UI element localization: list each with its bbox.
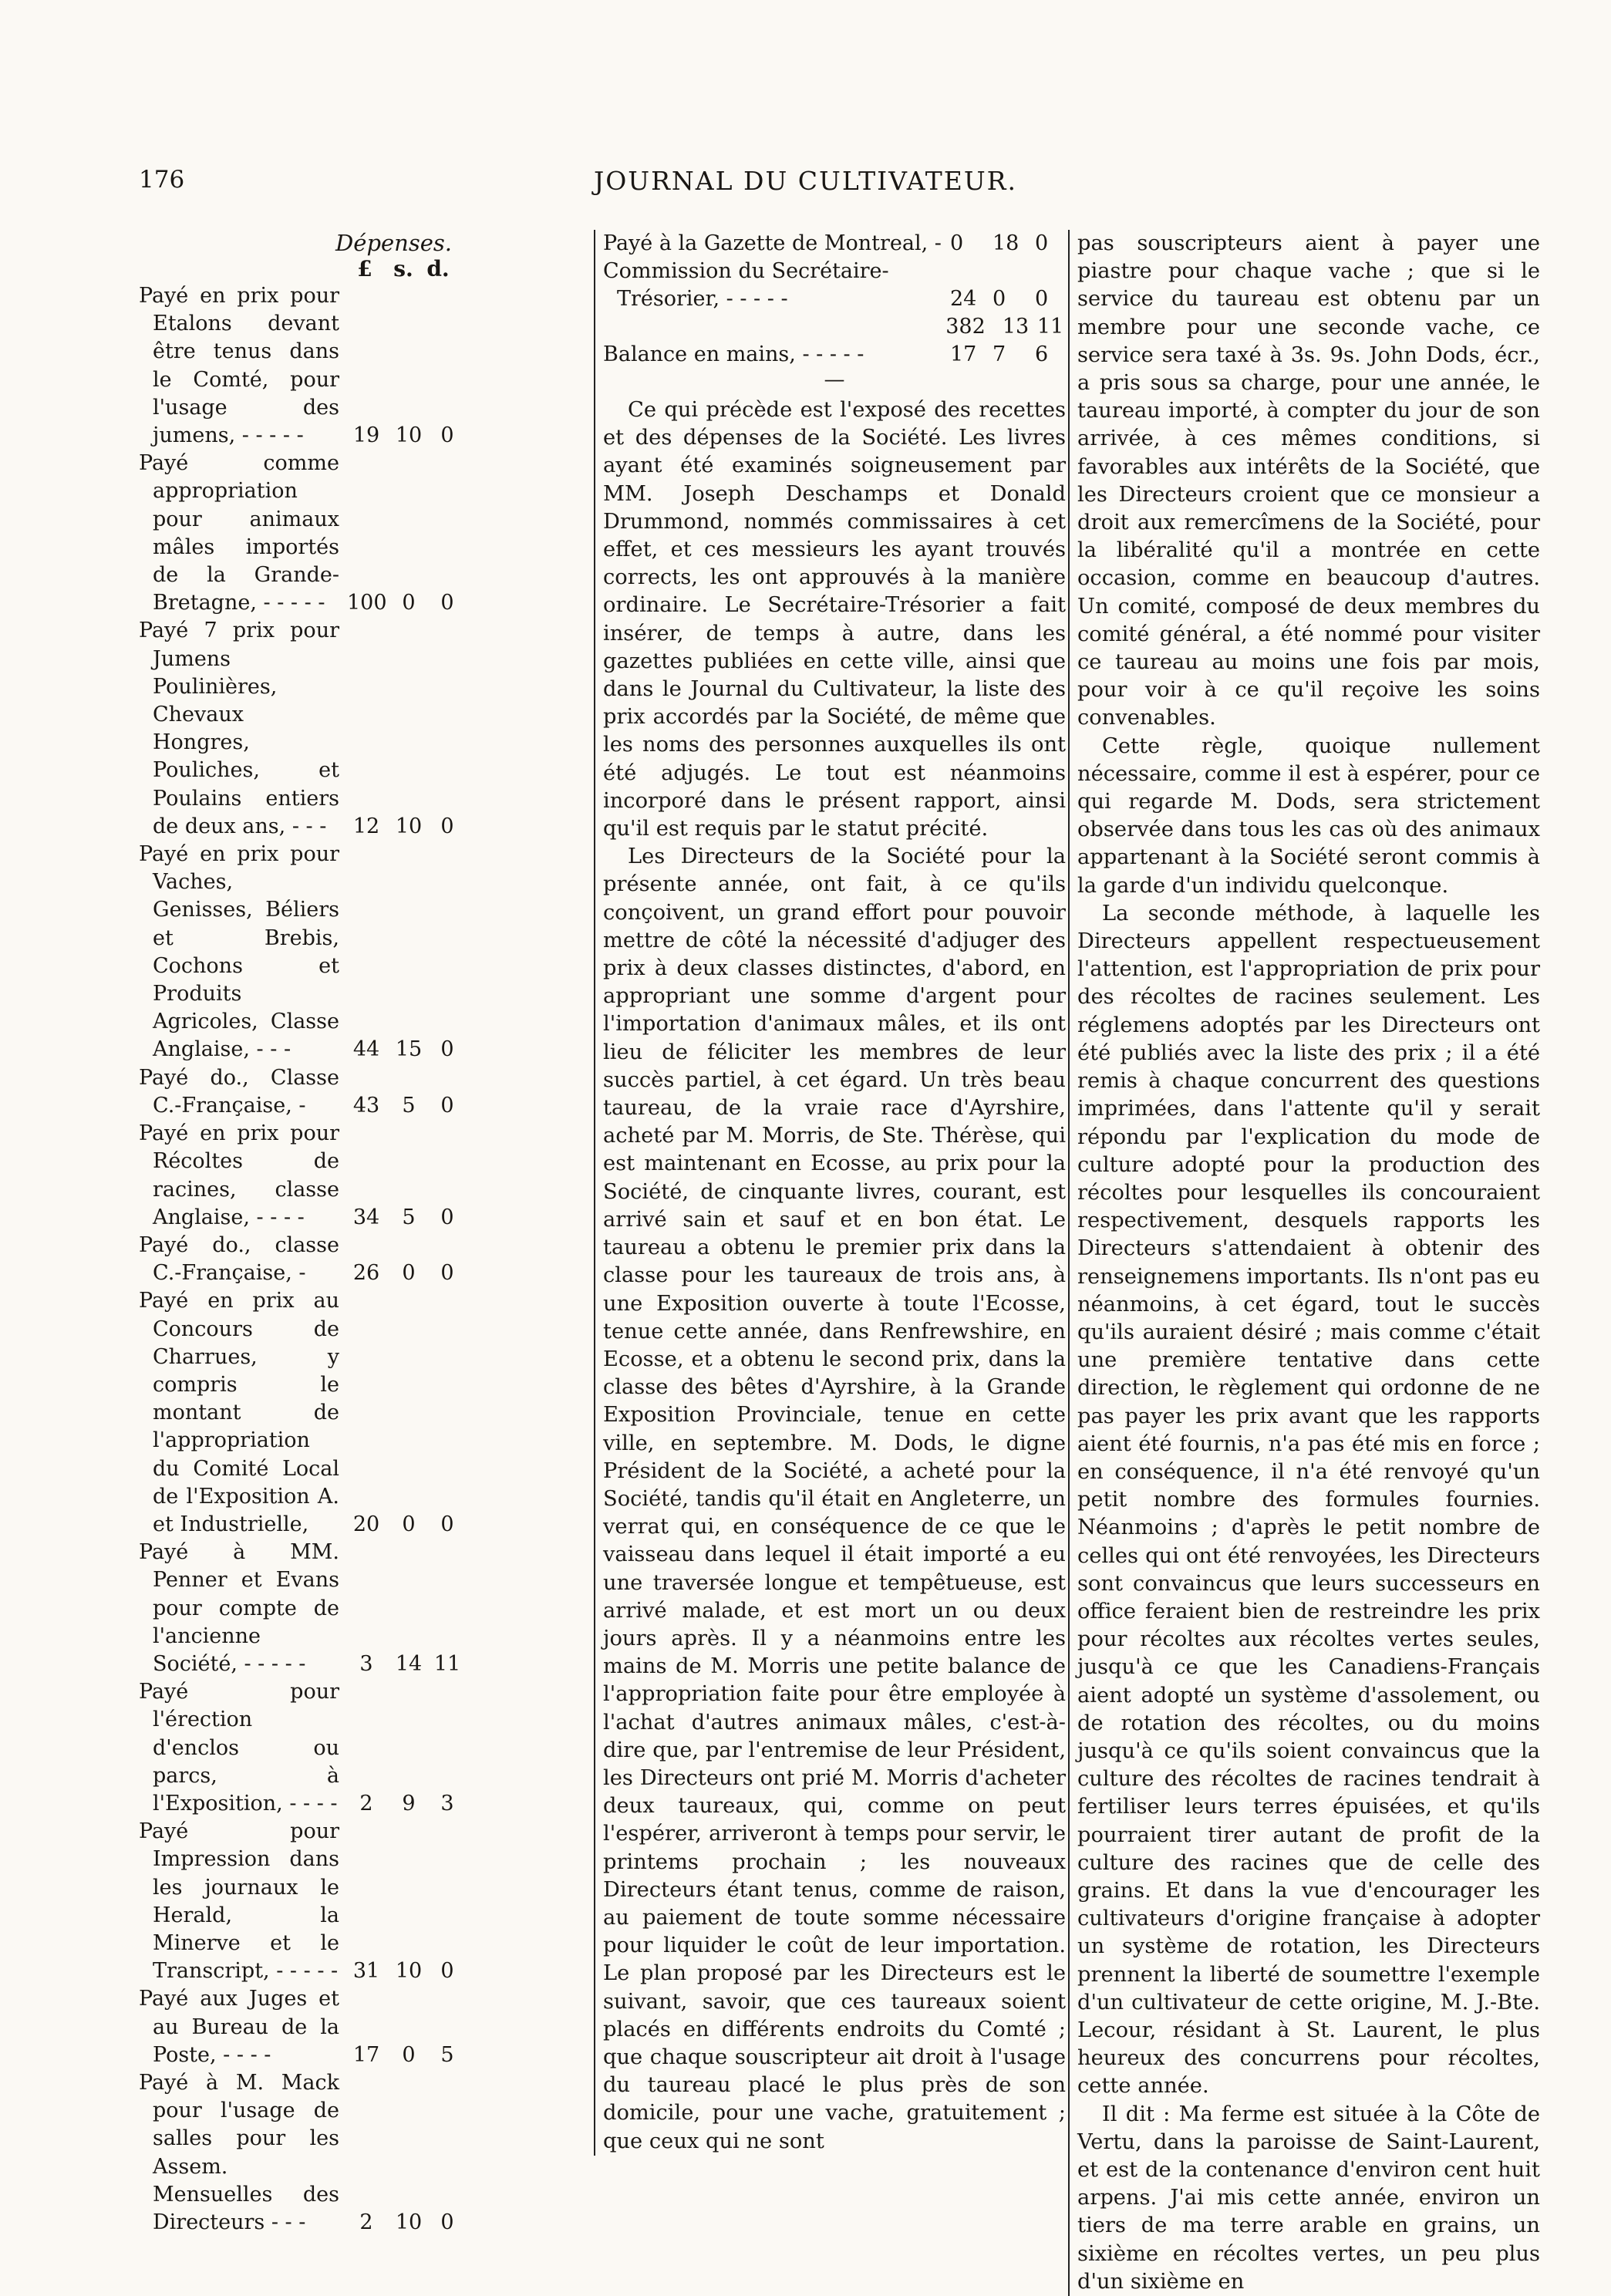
- page-header: [0, 166, 1611, 204]
- page-number: 176: [139, 166, 185, 194]
- amount-shillings: 0: [402, 2042, 416, 2067]
- middle-ledger-rows: [603, 230, 1066, 313]
- amount-shillings: 5: [402, 1205, 416, 1229]
- paragraph: Les Directeurs de la Société pour la présente année, ont fait, à ce qu'ils conçoivent, un grand effort pour pouvoir mettre de côté la nécessité d'adjuger des prix à deux classes distinctes, d'abord, en appropriant une somme d'argent pour l'importation d'animaux mâles, et ils ont lieu de féliciter les membres de leur succès partiel, à cet égard. Un très beau taureau, de la vraie race d'Ayrshire, acheté par M. Morris, de Ste. Thérèse, qui est maintenant en Ecosse, au prix pour la Société, de cinquante livres, courant, est arrivé sain et sauf et en bon état. Le taureau a obtenu le premier prix dans la classe pour les taureaux de trois ans, à une Exposition ouverte à toute l'Ecosse, tenue cette année, dans Renfrewshire, en Ecosse, et a obtenu le second prix, dans la classe des bêtes d'Ayrshire, à la Grande Exposition Provinciale, tenue en cette ville, en septembre. M. Dods, le digne Président de la Société, a acheté pour la Société, tandis qu'il était en Angleterre, un verrat qui, en conséquence de ce que le vaisseau dans lequel il était importé a eu une traversée longue et tempêtueuse, est arrivé malade, et est mort un ou deux jours après. Il y a néanmoins entre les mains de M. Morris une petite balance de l'appropriation faite pour être employée à l'achat d'autres animaux mâles, c'est-à-dire que, par l'entremise de leur Président, les Directeurs ont prié M. Morris d'acheter deux taureaux, qui, comme on peut l'espérer, arriveront à temps pour servir, le printems prochain ; les nouveaux Directeurs étant tenus, comme de raison, au paiement de toute somme nécessaire pour liquider le coût de leur importation. Le plan proposé par les Directeurs est le suivant, savoir, que ces taureaux soient placés en différents endroits du Comté ; que chaque souscripteur ait droit à l'usage du taureau placé le plus près de son domicile, pour une vache, gratuitement ; que ceux qui ne sont: [603, 845, 1066, 2153]
- amount-shillings: 15: [395, 1037, 423, 1062]
- ledger-row: [139, 1678, 463, 1818]
- total-pence: 11: [1036, 315, 1064, 339]
- amount-shillings: 10: [395, 423, 423, 448]
- amount-pence: 0: [440, 591, 454, 615]
- ledger-row-label: Payé à M. Mack pour l'usage de salles pour les Assem. Mensuelles des Directeurs - - -: [139, 2071, 339, 2235]
- ledger-row: [139, 2069, 463, 2237]
- ledger-row: [603, 258, 1066, 313]
- ledger-row: [139, 617, 463, 841]
- right-column: [1068, 230, 1540, 2296]
- ledger-columns: [139, 256, 463, 282]
- amount-pounds: 44: [352, 1037, 380, 1062]
- amount-pence: 3: [440, 1791, 454, 1816]
- amount-shillings: 0: [402, 1261, 416, 1286]
- balance-label: Balance en mains, - - - - -: [603, 342, 864, 366]
- amount-pence: 11: [433, 1651, 461, 1676]
- balance-shillings: 7: [993, 342, 1006, 366]
- ledger-heading: Dépenses.: [335, 230, 452, 256]
- amount-pounds: 19: [352, 423, 380, 448]
- amount-pounds: 100: [347, 591, 387, 615]
- ledger-row: [139, 450, 463, 617]
- column-pence: d.: [426, 256, 450, 282]
- ledger-row-label: Payé en prix pour Vaches, Genisses, Béliers et Brebis, Cochons et Produits Agricoles, Classe Anglaise, - - -: [139, 842, 339, 1062]
- ledger-row-label: Payé pour Impression dans les journaux le Herald, la Minerve et le Transcript, - - - - -: [139, 1819, 339, 1984]
- amount-pence: 0: [440, 814, 454, 838]
- amount-pounds: 0: [950, 231, 964, 255]
- amount-pence: 0: [440, 1037, 454, 1062]
- paragraph: Il dit : Ma ferme est située à la Côte de Vertu, dans la paroisse de Saint-Laurent, et est de la contenance d'environ cent huit arpens. J'ai mis cette année, environ un tiers de ma terre arable en grains, un sixième en récoltes vertes, un peu plus d'un sixième en: [1077, 2102, 1540, 2294]
- amount-shillings: 9: [402, 1791, 416, 1816]
- amount-pounds: 3: [359, 1651, 373, 1676]
- ledger-row: [139, 841, 463, 1064]
- amount-pence: 0: [440, 1959, 454, 1984]
- amount-shillings: 10: [395, 814, 423, 838]
- amount-pence: 0: [440, 1093, 454, 1118]
- ledger-row-label: Payé en prix pour Récoltes de racines, classe Anglaise, - - - -: [139, 1121, 339, 1229]
- amount-pence: 0: [440, 423, 454, 448]
- ledger-row-label: Payé à MM. Penner et Evans pour compte de l'ancienne Société, - - - - -: [139, 1540, 339, 1676]
- ledger-total: [603, 313, 1066, 341]
- amount-pounds: 20: [352, 1512, 380, 1536]
- amount-shillings: 18: [993, 231, 1020, 255]
- balance-row: [603, 341, 1066, 369]
- amount-pounds: 2: [359, 2210, 373, 2235]
- column-pounds: £: [357, 256, 372, 282]
- paragraph: pas souscripteurs aient à payer une piastre pour chaque vache ; que si le service du taureau est obtenu par un membre pour une seconde vache, ce service sera taxé à 3s. 9s. John Dods, écr., a pris sous sa charge, pour une année, le taureau importé, à compter du jour de son arrivée, à ces mêmes conditions, si favorables aux intérêts de la Société, que les Directeurs croient que ce monsieur a droit aux remercîmens de la Société, pour la libéralité qu'il a montrée en cette occasion, comme en beaucoup d'autres. Un comité, composé de deux membres du comité général, a été nommé pour visiter ce taureau au moins une fois par mois, pour voir à ce qu'il reçoive les soins convenables.: [1077, 231, 1540, 730]
- ledger-row-label: Commission du Secrétaire-Trésorier, - - - - -: [603, 259, 889, 311]
- ledger-row: [139, 1287, 463, 1539]
- amount-pounds: 12: [352, 814, 380, 838]
- amount-shillings: 10: [395, 2210, 423, 2235]
- amount-pence: 0: [440, 1261, 454, 1286]
- amount-pounds: 17: [352, 2042, 380, 2067]
- expenses-ledger: [139, 230, 463, 2237]
- middle-column: [594, 230, 1066, 2156]
- amount-pence: 0: [440, 2210, 454, 2235]
- amount-pounds: 26: [352, 1261, 380, 1286]
- ledger-row-label: Payé 7 prix pour Jumens Poulinières, Chevaux Hongres, Pouliches, et Poulains entiers de deux ans, - - -: [139, 619, 339, 838]
- ledger-row-label: Payé do., Classe C.-Française, -: [139, 1065, 339, 1118]
- amount-shillings: 0: [993, 287, 1006, 311]
- separator-rule: —: [824, 368, 845, 392]
- ledger-row-label: Payé à la Gazette de Montreal, -: [603, 231, 942, 255]
- ledger-row-label: Payé do., classe C.-Française, -: [139, 1232, 339, 1286]
- amount-pounds: 34: [352, 1205, 380, 1229]
- amount-pounds: 31: [352, 1959, 380, 1984]
- amount-pence: 0: [440, 1205, 454, 1229]
- amount-shillings: 5: [402, 1093, 416, 1118]
- amount-pounds: 2: [359, 1791, 373, 1816]
- ledger-row: [603, 230, 1066, 258]
- amount-shillings: 0: [402, 1512, 416, 1536]
- amount-shillings: 10: [395, 1959, 423, 1984]
- paragraph: Ce qui précède est l'exposé des recettes et des dépenses de la Société. Les livres ayant été examinés soigneusement par MM. Joseph Deschamps et Donald Drummond, nommés commissaires à cet effet, et ces messieurs les ayant trouvés corrects, les ont approuvés à la manière ordinaire. Le Secrétaire-Trésorier a fait insérer, de temps à autre, dans les gazettes publiées en cette ville, ainsi que dans le Journal du Cultivateur, la liste des prix accordés par la Société, de même que les noms des personnes auxquelles ils ont été adjugés. Le tout est néanmoins incorporé dans le présent rapport, ainsi qu'il est requis par le statut précité.: [603, 398, 1066, 841]
- total-pounds: 382: [945, 315, 986, 339]
- ledger-row: [139, 1539, 463, 1678]
- amount-shillings: 14: [395, 1651, 423, 1676]
- amount-pence: 0: [1035, 287, 1049, 311]
- column-shillings: s.: [393, 256, 413, 282]
- middle-text: [603, 396, 1066, 2156]
- ledger-row-label: Payé aux Juges et au Bureau de la Poste, - - - -: [139, 1987, 339, 2067]
- total-shillings: 13: [1002, 315, 1030, 339]
- amount-pounds: 43: [352, 1093, 380, 1118]
- ledger-row: [139, 1985, 463, 2069]
- ledger-row: [139, 1064, 463, 1120]
- ledger-row-label: Payé comme appropriation pour animaux mâles importés de la Grande-Bretagne, - - - - -: [139, 451, 339, 615]
- ledger-row-label: Payé en prix au Concours de Charrues, y compris le montant de l'appropriation du Comité Local de l'Exposition A. et Industrielle,: [139, 1289, 339, 1536]
- paragraph: La seconde méthode, à laquelle les Directeurs appellent respectueusement l'attention, est l'appropriation de prix pour des récoltes de racines seulement. Les réglemens adoptés par les Directeurs ont été publiés avec la liste des prix ; il a été remis à chaque concurrent des questions imprimées, dans l'attente qu'il y serait répondu par l'explication du mode de culture adopté pour la production des récoltes pour lesquelles ils concouraient respectivement, desquels rapports les Directeurs s'attendaient à obtenir des renseignemens importants. Ils n'ont pas eu néanmoins, à cet égard, tout le succès qu'ils auraient désiré ; mais comme c'était une première tentative dans cette direction, le règlement qui ordonne de ne pas payer les prix avant que les rapports aient été fournis, n'a pas été mis en force ; en conséquence, il n'a été renvoyé qu'un petit nombre des formules fournies. Néanmoins ; d'après le petit nombre de celles qui ont été renvoyées, les Directeurs sont convaincus que leurs successeurs en office feraient bien de restreindre les prix pour récoltes aux récoltes vertes seules, jusqu'à ce que les Canadiens-Français aient adopté un système d'assolement, ou de rotation des récoltes, ou du moins jusqu'à ce qu'ils soient convaincus que la culture des récoltes de racines tendrait à fertiliser leurs terres épuisées, et qu'ils pourraient tirer autant de profit de la culture des racines que de celle des grains. Et dans la vue d'encourager les cultivateurs d'origine française à adopter un système de rotation, les Directeurs prennent la liberté de soumettre l'exemple d'un cultivateur de cette origine, M. J.-Bte. Lecour, résidant à St. Laurent, le plus heureux des concurrens pour récoltes, cette année.: [1077, 901, 1540, 2099]
- ledger-row: [139, 1120, 463, 1232]
- balance-pence: 6: [1035, 342, 1049, 366]
- ledger-rows: [139, 282, 463, 2237]
- amount-pence: 0: [440, 1512, 454, 1536]
- amount-pence: 5: [440, 2042, 454, 2067]
- balance-pounds: 17: [950, 342, 977, 366]
- ledger-row-label: Payé pour l'érection d'enclos ou parcs, à l'Exposition, - - - -: [139, 1680, 339, 1816]
- amount-pence: 0: [1035, 231, 1049, 255]
- amount-shillings: 0: [402, 591, 416, 615]
- ledger-row: [139, 1232, 463, 1287]
- amount-pounds: 24: [950, 287, 977, 311]
- running-title: JOURNAL DU CULTIVATEUR.: [593, 166, 1017, 196]
- ledger-row: [139, 1818, 463, 1985]
- ledger-row: [139, 282, 463, 450]
- paragraph: Cette règle, quoique nullement nécessaire, comme il est à espérer, pour ce qui regarde M. Dods, sera strictement observée dans tous les cas où des animaux appartenant à la Société seront commis à la garde d'un individu quelconque.: [1077, 733, 1540, 898]
- ledger-row-label: Payé en prix pour Etalons devant être tenus dans le Comté, pour l'usage des jumens, - - - - -: [139, 284, 339, 448]
